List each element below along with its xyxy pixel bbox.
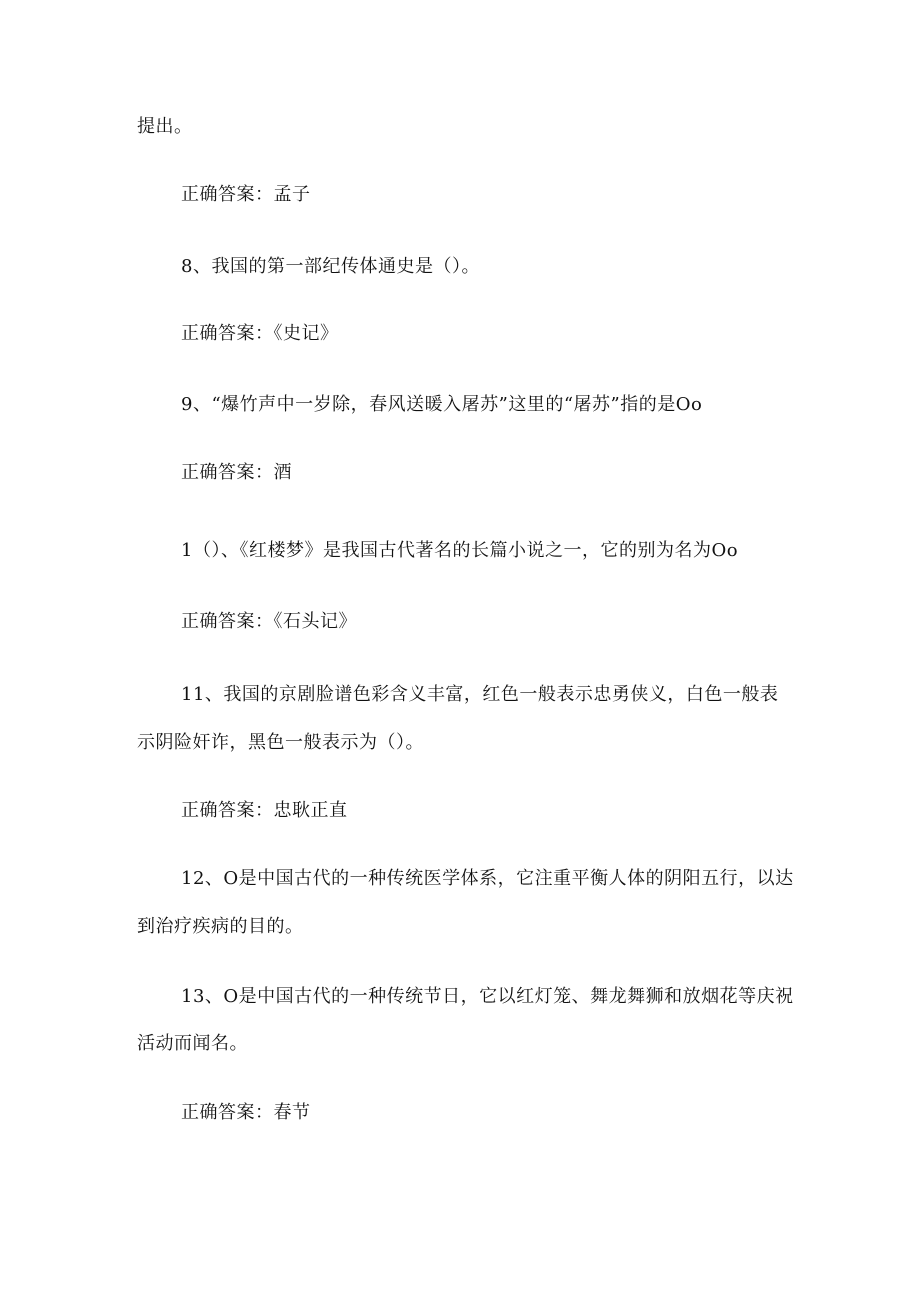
answer-13: 正确答案：春节 bbox=[181, 1102, 311, 1123]
question-8: 8、我国的第一部纪传体通史是（）。 bbox=[181, 256, 480, 277]
question-11-line-1: 11、我国的京剧脸谱色彩含义丰富，红色一般表示忠勇侠义，白色一般表 bbox=[181, 684, 779, 705]
question-11-line-2: 示阴险奸诈，黑色一般表示为（）。 bbox=[137, 732, 424, 753]
question-13-line-1: 13、O是中国古代的一种传统节日，它以红灯笼、舞龙舞狮和放烟花等庆祝 bbox=[181, 986, 794, 1007]
previous-question-continuation: 提出。 bbox=[137, 116, 193, 137]
question-13-line-2: 活动而闻名。 bbox=[137, 1033, 248, 1054]
answer-10: 正确答案：《石头记》 bbox=[181, 611, 357, 632]
answer-11: 正确答案：忠耿正直 bbox=[181, 800, 348, 821]
question-12-line-2: 到治疗疾病的目的。 bbox=[137, 916, 304, 937]
answer-9: 正确答案：酒 bbox=[181, 462, 292, 483]
question-12-line-1: 12、O是中国古代的一种传统医学体系，它注重平衡人体的阴阳五行，以达 bbox=[181, 868, 794, 889]
question-9: 9、“爆竹声中一岁除，春风送暖入屠苏”这里的“屠苏”指的是Oo bbox=[181, 394, 703, 415]
answer-8: 正确答案：《史记》 bbox=[181, 323, 339, 344]
answer-7: 正确答案：孟子 bbox=[181, 184, 311, 205]
question-10: 1（）、《红楼梦》是我国古代著名的长篇小说之一，它的别为名为Oo bbox=[181, 540, 739, 561]
